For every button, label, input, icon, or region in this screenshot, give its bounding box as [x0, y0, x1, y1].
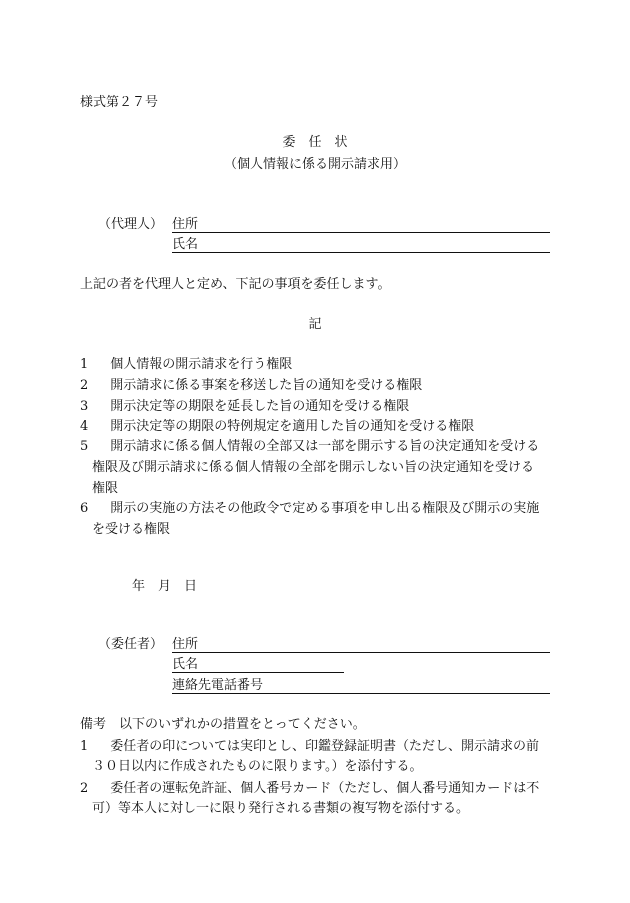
principal-name-label: 氏名: [172, 657, 199, 672]
form-number: 様式第２７号: [80, 95, 159, 110]
item-number: 3: [80, 399, 89, 414]
agent-label: （代理人）: [98, 217, 164, 232]
list-item: [80, 500, 539, 518]
intro-text: 上記の者を代理人と定め、下記の事項を委任します。: [80, 277, 391, 292]
note-text: 委任者の運転免許証、個人番号カード（ただし、個人番号通知カードは不: [110, 781, 540, 796]
agent-address-field[interactable]: [172, 232, 550, 233]
principal-address-field[interactable]: [172, 652, 550, 653]
agent-name-field[interactable]: [172, 252, 550, 253]
list-item: [80, 398, 409, 416]
principal-label: （委任者）: [98, 637, 164, 652]
item-text: 開示請求に係る事案を移送した旨の通知を受ける権限: [110, 378, 423, 393]
principal-phone-field[interactable]: [172, 693, 550, 694]
item-number: 4: [80, 419, 89, 434]
note-text-continued: ３０日以内に作成されたものに限ります。）を添付する。: [92, 759, 423, 774]
principal-phone-label: 連絡先電話番号: [172, 678, 264, 693]
item-number: 5: [80, 439, 89, 454]
date-label: 年 月 日: [132, 579, 198, 594]
note-item: [80, 738, 539, 756]
item-text-continued: を受ける権限: [92, 522, 171, 537]
note-number: 2: [80, 781, 89, 796]
agent-name-label: 氏名: [172, 237, 199, 252]
notes-header: 備考 以下のいずれかの措置をとってください。: [80, 717, 366, 732]
item-text-continued: 権限: [92, 481, 119, 496]
note-item: [80, 780, 539, 798]
item-number: 2: [80, 378, 89, 393]
list-item: [80, 377, 422, 395]
item-number: 6: [80, 501, 89, 516]
document-title: 委 任 状: [282, 135, 348, 150]
ki-heading: 記: [308, 317, 322, 332]
item-text: 個人情報の開示請求を行う権限: [110, 357, 293, 372]
note-text: 委任者の印については実印とし、印鑑登録証明書（ただし、開示請求の前: [110, 739, 540, 754]
item-number: 1: [80, 357, 89, 372]
document-subtitle: （個人情報に係る開示請求用）: [223, 157, 406, 172]
list-item: [80, 356, 292, 374]
principal-address-label: 住所: [172, 637, 199, 652]
item-text: 開示決定等の期限の特例規定を適用した旨の通知を受ける権限: [110, 419, 475, 434]
principal-name-field[interactable]: [172, 672, 344, 673]
item-text: 開示決定等の期限を延長した旨の通知を受ける権限: [110, 399, 410, 414]
list-item: [80, 438, 539, 456]
list-item: [80, 418, 474, 436]
agent-address-label: 住所: [172, 217, 199, 232]
note-number: 1: [80, 739, 89, 754]
item-text: 開示の実施の方法その他政令で定める事項を申し出る権限及び開示の実施: [110, 501, 540, 516]
note-text-continued: 可）等本人に対し一に限り発行される書類の複写物を添付する。: [92, 801, 470, 816]
item-text: 開示請求に係る個人情報の全部又は一部を開示する旨の決定通知を受ける: [110, 439, 540, 454]
item-text-continued: 権限及び開示請求に係る個人情報の全部を開示しない旨の決定通知を受ける: [92, 460, 535, 475]
